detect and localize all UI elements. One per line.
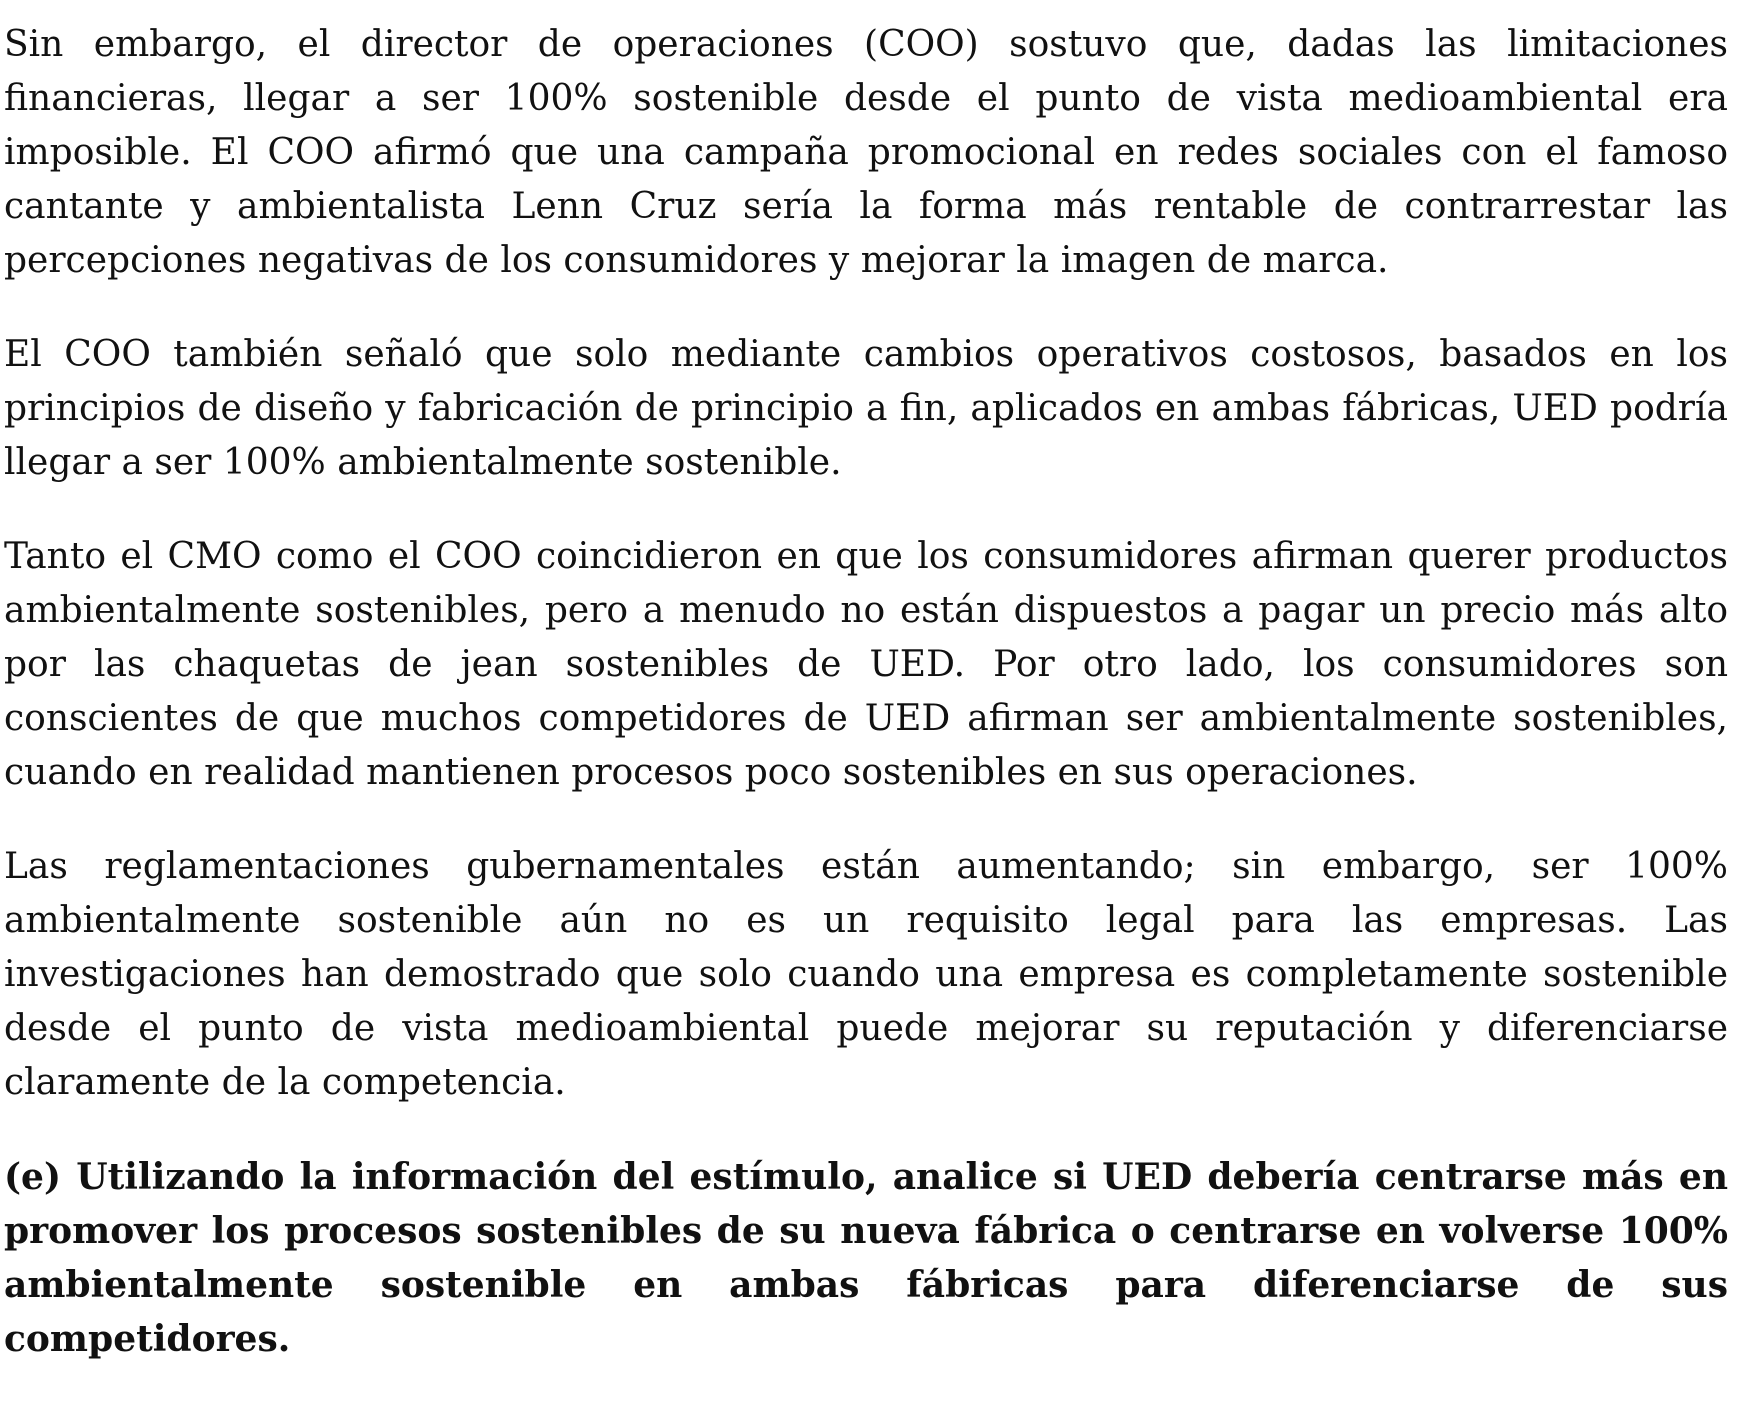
paragraph-coo-operational-changes: El COO también señaló que solo mediante cambios operativos costosos, basados en los principios de diseño y fabricación de principio a fin, aplicados en ambas fábricas, UED podría llegar a ser 100% ambientalmente sostenible. [4, 334, 1728, 483]
paragraph-coo-financial-limits: Sin embargo, el director de operaciones (COO) sostuvo que, dadas las limitaciones financieras, llegar a ser 100% sostenible desde el punto de vista medioambiental era imposible. El COO afirmó que una campaña promocional en redes sociales con el famoso cantante y ambientalista Lenn Cruz sería la forma más rentable de contrarrestar las percepciones negativas de los consumidores y mejorar la imagen de marca. [4, 24, 1728, 281]
paragraph-consumer-perceptions: Tanto el CMO como el COO coincidieron en que los consumidores afirman querer productos ambientalmente sostenibles, pero a menudo no están dispuestos a pagar un precio más alto por las chaquetas de jean sostenibles de UED. Por otro lado, los consumidores son conscientes de que muchos competidores de UED afirman ser ambientalmente sostenibles, cuando en realidad mantienen procesos poco sostenibles en sus operaciones. [4, 536, 1728, 793]
question-e: (e) Utilizando la información del estímulo, analice si UED debería centrarse más en promover los procesos sostenibles de su nueva fábrica o centrarse en volverse 100% ambientalmente sostenible en ambas fábricas para diferenciarse de sus competidores. [4, 1156, 1728, 1360]
document-body [4, 18, 1728, 1406]
paragraph-government-regulations: Las reglamentaciones gubernamentales están aumentando; sin embargo, ser 100% ambientalmente sostenible aún no es un requisito legal para las empresas. Las investigaciones han demostrado que solo cuando una empresa es completamente sostenible desde el punto de vista medioambiental puede mejorar su reputación y diferenciarse claramente de la competencia. [4, 846, 1728, 1103]
